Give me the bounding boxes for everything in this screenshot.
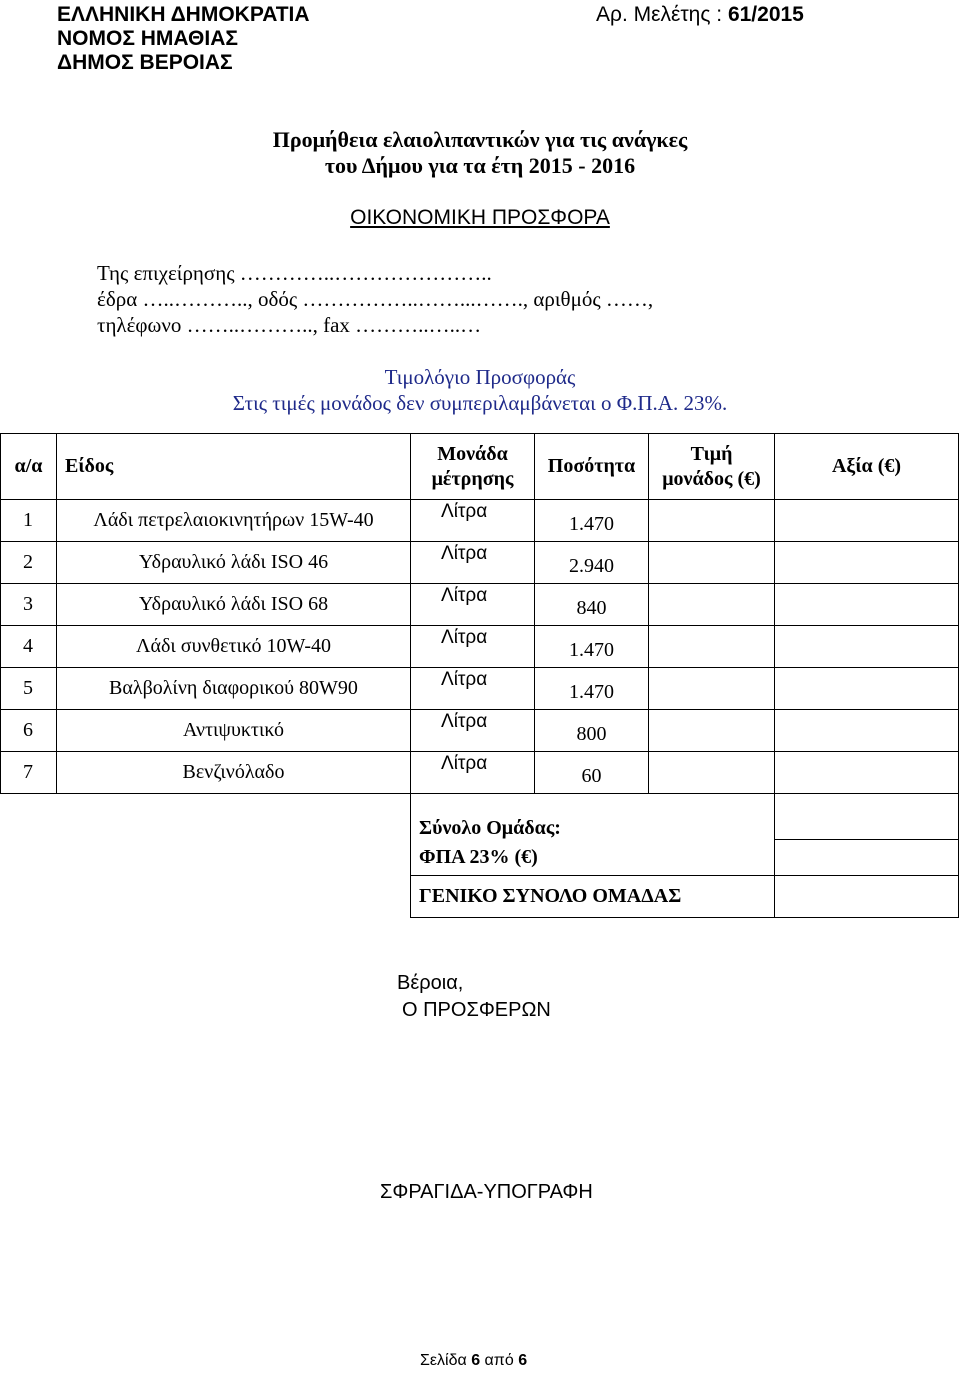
table-row (1, 710, 959, 752)
row-quantity: 1.470 (535, 668, 649, 710)
price-list-note: Στις τιμές μονάδος δεν συμπεριλαμβάνεται ο Φ.Π.Α. 23%. (232, 391, 728, 415)
row-unit-text: Λίτρα (441, 669, 488, 690)
table-row (1, 500, 959, 542)
row-aa: 1 (1, 500, 57, 542)
signature-stamp: ΣΦΡΑΓΙΔΑ-ΥΠΟΓΡΑΦΗ (380, 1181, 593, 1203)
row-unit-text: Λίτρα (441, 711, 488, 732)
row-unit-price (649, 584, 775, 626)
header-country: ΕΛΛΗΝΙΚΗ ΔΗΜΟΚΡΑΤΙΑ (57, 3, 310, 26)
company-contact-field: τηλέφωνο ……..……….., fax ………..…..… (97, 313, 482, 337)
vat-label: ΦΠΑ 23% (€) (411, 840, 775, 876)
row-unit-price (649, 500, 775, 542)
header-quantity: Ποσότητα (535, 434, 649, 500)
row-unit-price (649, 668, 775, 710)
study-number-label: Αρ. Μελέτης : 61/2015 (596, 3, 804, 26)
row-unit-text: Λίτρα (441, 585, 488, 606)
row-item: Αντιψυκτικό (57, 710, 411, 752)
row-aa: 6 (1, 710, 57, 752)
row-value (775, 584, 959, 626)
row-unit (411, 710, 535, 752)
row-item: Βενζινόλαδο (57, 752, 411, 794)
row-unit-price (649, 710, 775, 752)
vat-value (775, 840, 959, 876)
signature-place: Βέροια, (397, 972, 464, 994)
header-municipality: ΔΗΜΟΣ ΒΕΡΟΙΑΣ (57, 51, 233, 74)
row-unit-price (649, 752, 775, 794)
price-list-title: Τιμολόγιο Προσφοράς (384, 365, 576, 389)
row-quantity: 2.940 (535, 542, 649, 584)
table-row (1, 668, 959, 710)
table-row (1, 542, 959, 584)
table-row (1, 752, 959, 794)
row-quantity: 1.470 (535, 500, 649, 542)
section-title: ΟΙΚΟΝΟΜΙΚΗ ΠΡΟΣΦΟΡΑ (350, 206, 610, 229)
group-total-value (775, 794, 959, 840)
row-item: Υδραυλικό λάδι ISO 46 (57, 542, 411, 584)
row-item: Υδραυλικό λάδι ISO 68 (57, 584, 411, 626)
table-row (1, 626, 959, 668)
row-unit (411, 668, 535, 710)
row-unit (411, 752, 535, 794)
grand-total-label: ΓΕΝΙΚΟ ΣΥΝΟΛΟ ΟΜΑΔΑΣ (411, 876, 775, 918)
document-title-line1: Προμήθεια ελαιολιπαντικών για τις ανάγκες (272, 127, 688, 152)
row-unit-text: Λίτρα (441, 753, 488, 774)
row-aa: 7 (1, 752, 57, 794)
row-value (775, 500, 959, 542)
row-unit-price (649, 626, 775, 668)
header-prefecture: ΝΟΜΟΣ ΗΜΑΘΙΑΣ (57, 27, 238, 50)
vat-row (1, 840, 959, 876)
row-unit (411, 500, 535, 542)
row-unit-text: Λίτρα (441, 543, 488, 564)
row-unit (411, 584, 535, 626)
row-unit-text: Λίτρα (441, 501, 488, 522)
row-quantity: 840 (535, 584, 649, 626)
row-aa: 5 (1, 668, 57, 710)
company-name-field: Της επιχείρησης …………..………………….. (97, 261, 492, 285)
header-aa: α/α (1, 434, 57, 500)
document-title-line2: του Δήμου για τα έτη 2015 - 2016 (324, 153, 636, 178)
header-value: Αξία (€) (775, 434, 959, 500)
company-address-field: έδρα …..……….., οδός ……………..……...……., αριθμός ……, (97, 287, 654, 311)
row-quantity: 1.470 (535, 626, 649, 668)
row-item: Λάδι πετρελαιοκινητήρων 15W-40 (57, 500, 411, 542)
row-aa: 2 (1, 542, 57, 584)
page-number: Σελίδα 6 από 6 (420, 1352, 528, 1369)
table-row (1, 584, 959, 626)
offer-table (0, 433, 959, 918)
row-item: Βαλβολίνη διαφορικού 80W90 (57, 668, 411, 710)
grand-total-value (775, 876, 959, 918)
row-aa: 3 (1, 584, 57, 626)
group-total-label: Σύνολο Ομάδας: (411, 794, 775, 840)
row-value (775, 668, 959, 710)
header-item: Είδος (57, 434, 411, 500)
row-unit-text: Λίτρα (441, 627, 488, 648)
row-value (775, 542, 959, 584)
row-unit (411, 542, 535, 584)
row-unit-price (649, 542, 775, 584)
row-aa: 4 (1, 626, 57, 668)
row-value (775, 626, 959, 668)
group-total-row (1, 794, 959, 840)
study-number: 61/2015 (727, 3, 804, 26)
row-value (775, 710, 959, 752)
row-item: Λάδι συνθετικό 10W-40 (57, 626, 411, 668)
header-unit: Μονάδα μέτρησης (411, 434, 535, 500)
signature-offeror: Ο ΠΡΟΣΦΕΡΩΝ (402, 999, 551, 1021)
row-quantity: 800 (535, 710, 649, 752)
table-header-row (1, 434, 959, 500)
row-quantity: 60 (535, 752, 649, 794)
grand-total-row (1, 876, 959, 918)
header-unit-price: Τιμή μονάδος (€) (649, 434, 775, 500)
row-value (775, 752, 959, 794)
row-unit (411, 626, 535, 668)
